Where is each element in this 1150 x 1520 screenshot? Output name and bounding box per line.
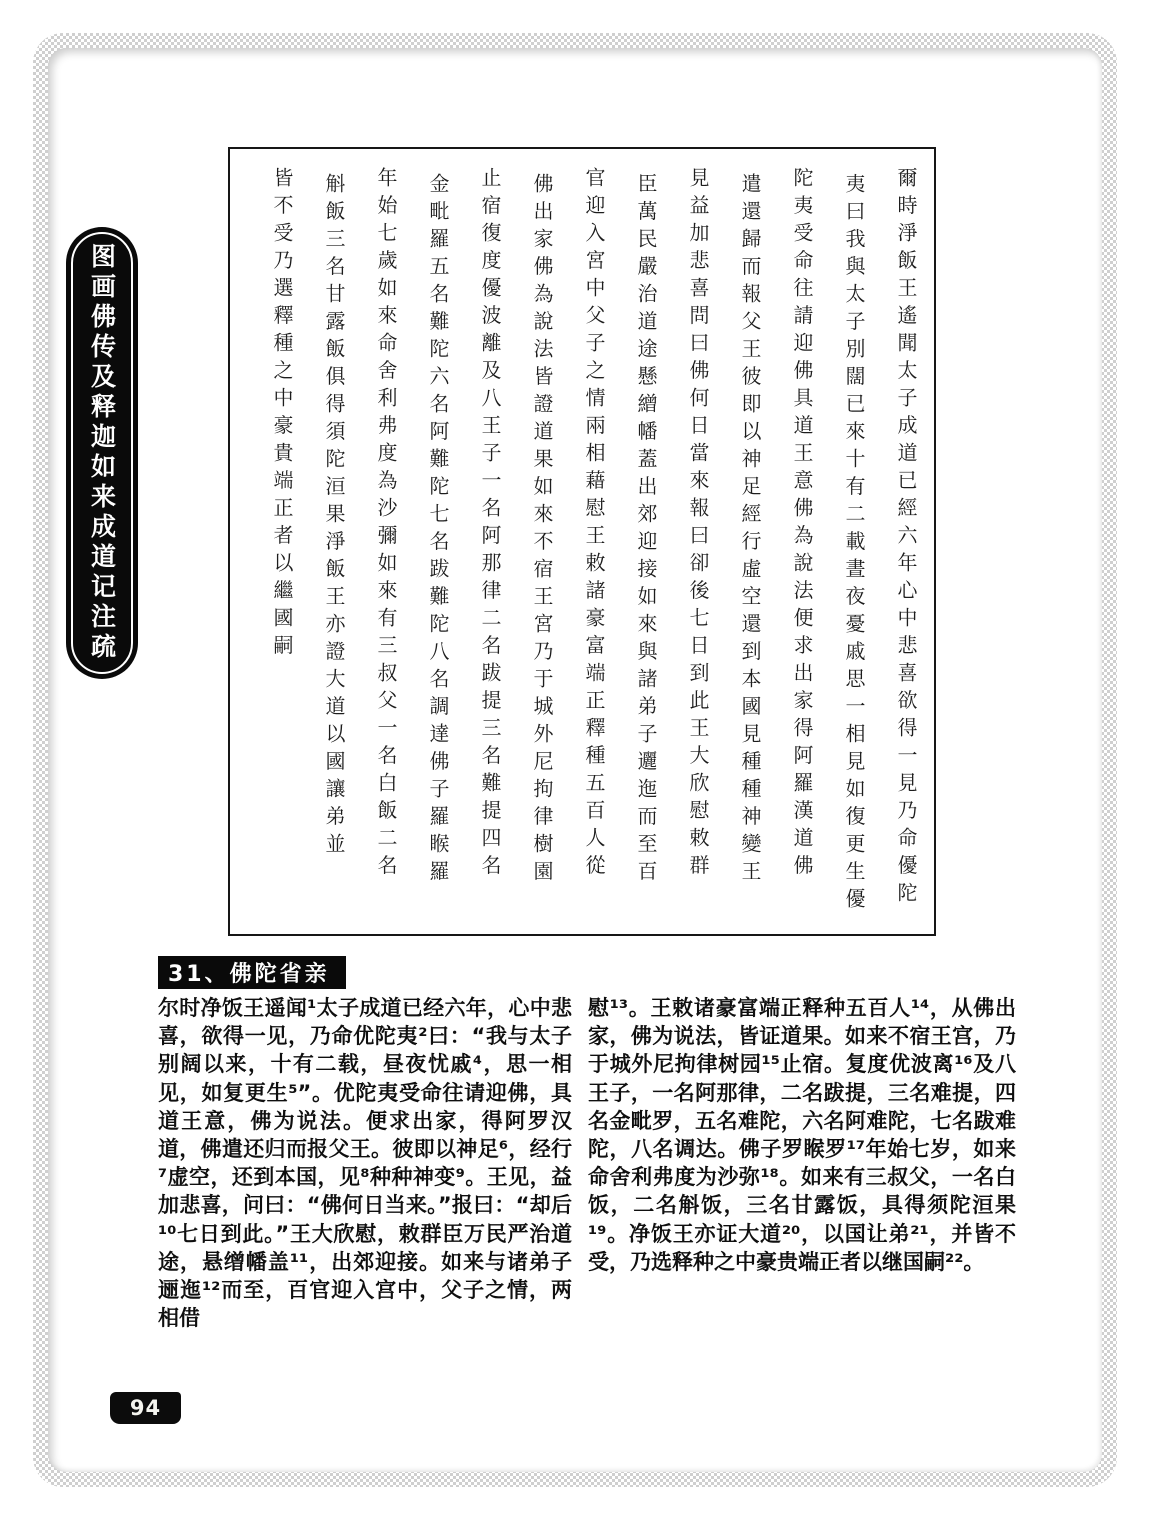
calligraphy-plate [228, 147, 936, 936]
calligraphy-column: 皆不受乃選釋種之中豪貴端正者以繼國嗣 [270, 167, 294, 662]
calligraphy-column: 陀夷受命往請迎佛具道王意佛為說法便求出家得阿羅漢道佛 [790, 167, 814, 882]
calligraphy-column: 官迎入宮中父子之情兩相藉慰王敕諸豪富端正釋種五百人從 [582, 167, 606, 882]
calligraphy-column: 遣還歸而報父王彼即以神足經行虛空還到本國見種種神變王 [738, 173, 762, 888]
calligraphy-column: 爾時淨飯王遙聞太子成道已經六年心中悲喜欲得一見乃命優陀 [894, 167, 918, 910]
calligraphy-column: 見益加悲喜問曰佛何日當來報曰卻後七日到此王大欣慰敕群 [686, 167, 710, 882]
section-heading: 31、佛陀省亲 [158, 956, 346, 989]
spine-title-plaque [66, 227, 138, 679]
spine-title-inner-frame [71, 232, 133, 674]
calligraphy-column: 止宿復度優波離及八王子一名阿那律二名跋提三名難提四名 [478, 167, 502, 882]
spine-title-text: 图画佛传及释迦如来成道记注疏 [87, 243, 117, 663]
calligraphy-column: 斛飯三名甘露飯俱得須陀洹果淨飯王亦證大道以國讓弟並 [322, 173, 346, 861]
calligraphy-column: 金毗羅五名難陀六名阿難陀七名跋難陀八名調達佛子羅睺羅 [426, 173, 450, 888]
calligraphy-column: 佛出家佛為說法皆證道果如來不宿王宮乃于城外尼拘律樹園 [530, 173, 554, 888]
body-text-right-column: 慰¹³。王敕诸豪富端正释种五百人¹⁴，从佛出家，佛为说法，皆证道果。如来不宿王宫，乃于城外尼拘律树园¹⁵止宿。复度优波离¹⁶及八王子，一名阿那律，二名跋提，三名难提，四名金毗罗，五名难陀，六名阿难陀，七名跋难陀，八名调达。佛子罗睺罗¹⁷年始七岁，如来命舍利弗度为沙弥¹⁸。如来有三叔父，一名白饭，二名斛饭，三名甘露饭，具得须陀洹果¹⁹。净饭王亦证大道²⁰，以国让弟²¹，并皆不受，乃选释种之中豪贵端正者以继国嗣²²。 [588, 996, 1016, 1274]
body-text-left-column: 尔时净饭王遥闻¹太子成道已经六年，心中悲喜，欲得一见，乃命优陀夷²曰：“我与太子别阔以来，十有二载，昼夜忧戚⁴，思一相见，如复更生⁵”。优陀夷受命往请迎佛，具道王意，佛为说法。便求出家，得阿罗汉道，佛遣还归而报父王。彼即以神足⁶，经行⁷虚空，还到本国，见⁸种种神变⁹。王见，益加悲喜，问曰：“佛何日当来。”报曰：“却后¹⁰七日到此。”王大欣慰，敕群臣万民严治道途，悬缯幡盖¹¹，出郊迎接。如来与诸弟子逦迤¹²而至，百官迎入宫中，父子之情，两相借 [158, 996, 572, 1331]
page-number-badge: 94 [110, 1392, 181, 1424]
calligraphy-text [240, 167, 916, 922]
calligraphy-column: 夷曰我與太子別闊已來十有二載晝夜憂戚思一相見如復更生優 [842, 173, 866, 916]
calligraphy-column: 臣萬民嚴治道途懸繒幡蓋出郊迎接如來與諸弟子邐迤而至百 [634, 173, 658, 888]
calligraphy-column: 年始七歲如來命舍利弗度為沙彌如來有三叔父一名白飯二名 [374, 167, 398, 882]
